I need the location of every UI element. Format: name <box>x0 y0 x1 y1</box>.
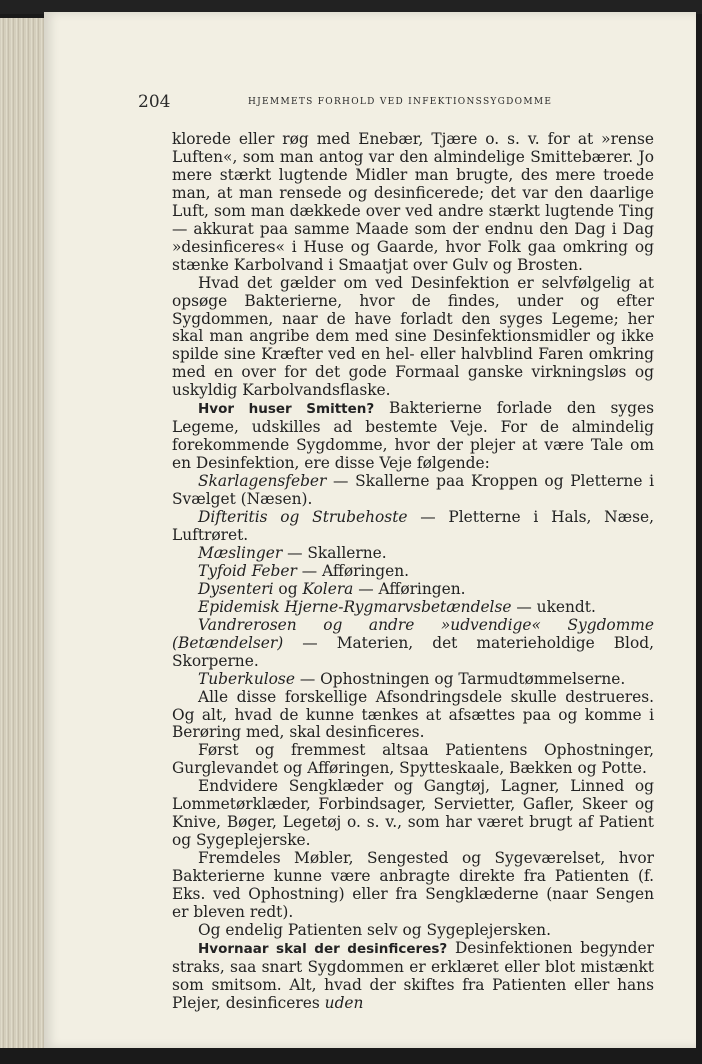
paragraph: Og endelig Patienten selv og Sygeplejersken. <box>198 920 551 939</box>
disease-name: Difteritis og Strubehoste <box>198 508 408 527</box>
paragraph-text-italic: uden <box>324 993 364 1012</box>
running-title: HJEMMETS FORHOLD VED INFEKTIONSSYGDOMME <box>248 97 553 107</box>
list-item <box>172 581 654 599</box>
list-item <box>172 671 654 689</box>
disease-name: Kolera <box>302 579 354 598</box>
list-item <box>172 599 654 617</box>
paragraph: Endvidere Sengklæder og Gangtøj, Lagner, Linned og Lommetørklæder, Forbindsager, Servietter, Gafler, Skeer og Knive, Bøger, Legetøj o. s. v., som har været brugt af Patient og Sygeplejerske. <box>172 777 654 850</box>
list-item <box>172 545 654 563</box>
paragraph-text: Bakterierne forlade den syges Legeme, udskilles ad bestemte Veje. For de almindelig forekommende Sygdomme, hvor der plejer at være Tale om en Desinfektion, ere disse Veje følgende: <box>172 399 654 473</box>
section-heading: Hvornaar skal der desinficeres? <box>198 940 448 957</box>
list-item <box>172 563 654 581</box>
list-item <box>172 473 654 509</box>
list-item-text: — Afføringen. <box>353 579 466 598</box>
paragraph-text: Desinfektionen begynder straks, saa snart Sygdommen er erklæret eller blot mistænkt som smitsom. Alt, hvad der skiftes fra Patienten eller hans Plejer, desinficeres <box>172 938 654 1012</box>
paragraph: Først og fremmest altsaa Patientens Ophostninger, Gurglevandet og Afføringen, Spytteskaale, Bækken og Potte. <box>172 741 654 778</box>
disease-name: Tyfoid Feber <box>198 561 297 580</box>
paragraph: Hvad det gælder om ved Desinfektion er selvfølgelig at opsøge Bakterierne, hvor de findes, under og efter Sygdommen, naar de have forladt den syges Legeme; her skal man angribe dem med sine Desinfektionsmidler og ikke spilde sine Kræfter ved en hel- eller halvblind Faren omkring med en over for det gode Formaal ganske virkningsløs og uskyldig Karbolvandsflaske. <box>172 273 654 400</box>
paragraph: Fremdeles Møbler, Sengested og Sygeværelset, hvor Bakterierne kunne være anbragte direkte fra Patienten (f. Eks. ved Ophostning) eller fra Sengklæderne (naar Sengen er bleven redt). <box>172 849 654 921</box>
book-page-edges <box>0 18 50 1048</box>
section-heading: Hvor huser Smitten? <box>198 401 375 418</box>
body-text <box>172 131 654 1013</box>
list-item <box>172 617 654 671</box>
disease-name: Tuberkulose <box>198 669 295 688</box>
disease-name: Dysenteri <box>198 579 274 598</box>
page-number: 204 <box>138 92 171 112</box>
disease-name: Vandrerosen og andre »udvendige« Sygdomme (Betændelser) <box>172 615 654 652</box>
paragraph: klorede eller røg med Enebær, Tjære o. s. v. for at »rense Luften«, som man antog var den almindelige Smittebærer. Jo mere stærkt lugtende Midler man brugte, des mere troede man, at man rensede og desinficerede; det var den daarlige Luft, som man dækkede over ved andre stærkt lugtende Ting — akkurat paa samme Maade som der endnu den Dag i Dag »desinficeres« i Huse og Gaarde, hvor Folk gaa omkring og stænke Karbolvand i Smaatjat over Gulv og Brosten. <box>172 130 654 274</box>
list-item-text: — Skallerne paa Kroppen og Pletterne i Svælget (Næsen). <box>172 472 654 509</box>
list-item-text: — Materien, det materieholdige Blod, Skorperne. <box>172 633 654 670</box>
list-item-text: og <box>273 579 303 598</box>
disease-name: Mæslinger <box>198 543 283 562</box>
list-item-text: — Pletterne i Hals, Næse, Luftrøret. <box>172 508 654 544</box>
paragraph <box>172 400 654 473</box>
paragraph <box>172 940 654 1013</box>
page-header <box>138 92 592 116</box>
list-item-text: — ukendt. <box>511 597 596 616</box>
list-item <box>172 509 654 545</box>
disease-name: Skarlagensfeber <box>198 472 327 491</box>
paragraph: Alle disse forskellige Afsondringsdele skulle destrueres. Og alt, hvad de kunne tænkes at afsættes paa og komme i Berøring med, skal desinficeres. <box>172 687 654 742</box>
list-item-text: — Ophostningen og Tarmudtømmelserne. <box>294 669 626 688</box>
disease-name: Epidemisk Hjerne-Rygmarvsbetændelse <box>198 597 512 616</box>
list-item-text: — Afføringen. <box>296 561 410 580</box>
list-item-text: — Skallerne. <box>282 543 387 562</box>
